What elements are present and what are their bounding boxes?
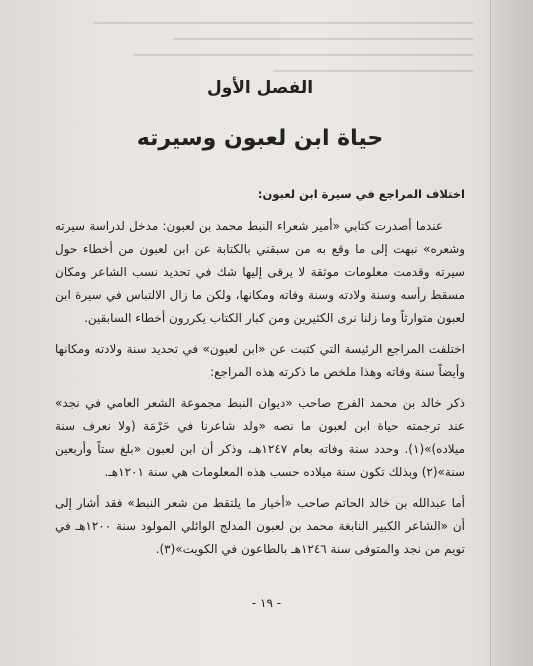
paragraph-1: عندما أصدرت كتابي «أمير شعراء النبط محمد بن لعبون: مدخل لدراسة سيرته وشعره» نبهت إلى ما وقع به من سبقني بالكتابة عن ابن لعبون من أخطاء حول سيرته وقدمت معلومات موثقة لا يرقى إليها شك في تحديد نسب الشاعر ومكان مسقط رأسه وسنة ولادته وسنة وفاته ومكانها، ولكن ما زال الالتباس في سيرة ابن لعبون متوارثاً وما زلنا نرى الكثيرين ومن كبار الكتاب يكررون أخطاء السابقين.	[55, 219, 465, 325]
paragraph-4: أما عبدالله بن خالد الحاتم صاحب «أخيار ما يلتقط من شعر النبط» فقد أشار إلى أن «الشاعر الكبير النابغة محمد بن لعبون المدلج الوائلي المولود سنة ١٢٠٠هـ في تويم من نجد والمتوفى سنة ١٢٤٦هـ بالطاعون في الكويت»(٣).	[55, 496, 465, 556]
paragraph-2: اختلفت المراجع الرئيسة التي كتبت عن «ابن لعبون» في تحديد سنة ولادته ومكانها وأيضاً سنة وفاته وهذا ملخص ما ذكرته هذه المراجع:	[55, 342, 465, 379]
page-content	[55, 78, 465, 569]
next-page-edge	[490, 0, 533, 666]
paragraph-3: ذكر خالد بن محمد الفرج صاحب «ديوان النبط مجموعة الشعر العامي في نجد» عند ترجمته حياة ابن لعبون ما نصه «ولد شاعرنا في حَرْمَة (ولا نعرف سنة ميلاده)»(١). وحدد سنة وفاته بعام ١٢٤٧هـ، وذكر أن ابن لعبون «بلغ ستاً وأربعين سنة»(٢) وبذلك تكون سنة ميلاده حسب هذه المعلومات هي سنة ١٢٠١هـ.	[55, 396, 465, 479]
bleed-through-text	[53, 22, 473, 86]
page-number: - ١٩ -	[251, 596, 282, 610]
page-title: حياة ابن لعبون وسيرته	[136, 126, 384, 151]
chapter-heading: الفصل الأول	[206, 78, 314, 98]
section-heading: اختلاف المراجع في سيرة ابن لعبون:	[257, 187, 465, 201]
